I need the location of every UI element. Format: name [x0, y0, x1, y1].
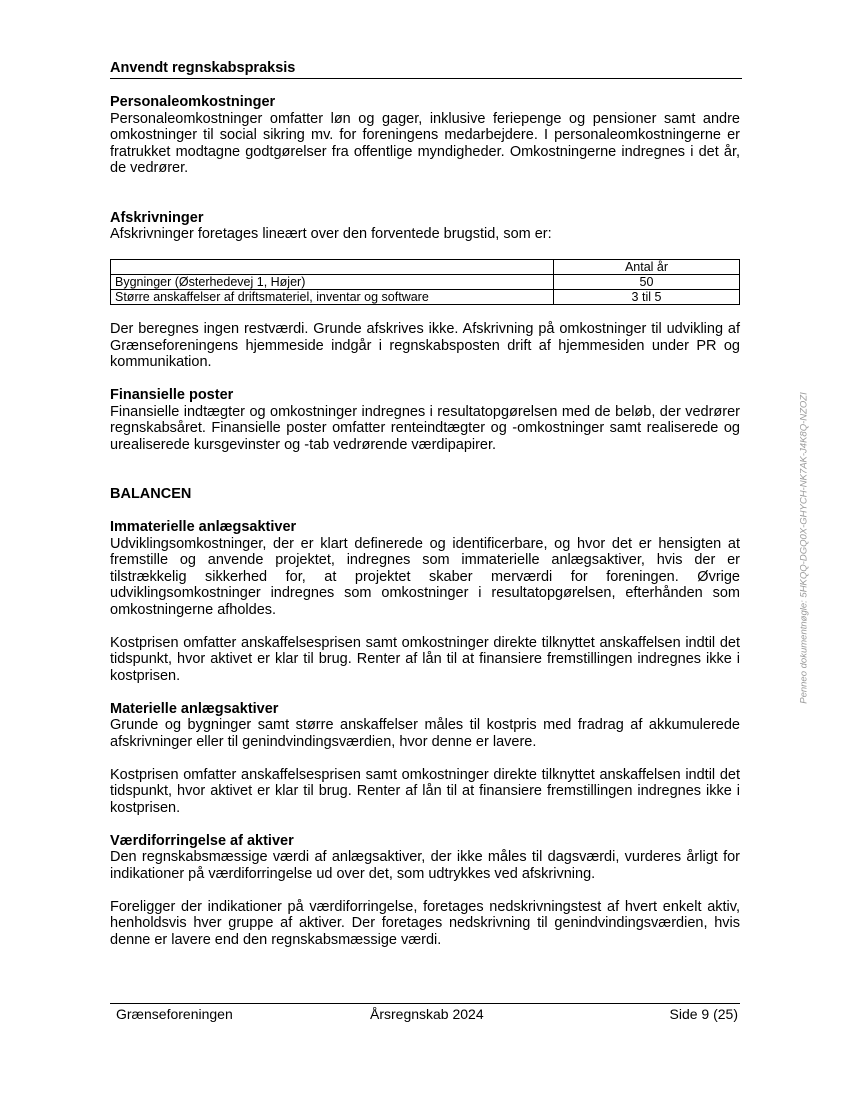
paragraph-materielle-1: Grunde og bygninger samt større anskaffelser måles til kostpris med fradrag af akkumulerede afskrivninger eller til genindvindingsværdien, hvor denne er lavere. — [110, 717, 740, 750]
paragraph-finansielle-poster: Finansielle indtægter og omkostninger indregnes i resultatopgørelsen med de beløb, der vedrører regnskabsåret. Finansielle poster omfatter renteindtægter og -omkostninger samt realiserede og urealiserede kursgevinster og -tab vedrørende værdipapirer. — [110, 403, 740, 453]
section-heading-personaleomkostninger: Personaleomkostninger — [110, 94, 276, 110]
paragraph-afskrivninger-after: Der beregnes ingen restværdi. Grunde afskrives ikke. Afskrivning på omkostninger til udvikling af Grænseforeningens hjemmeside indgår i regnskabsposten drift af hjemmesiden under PR og kommunikation. — [110, 321, 740, 370]
footer-divider — [110, 1003, 740, 1004]
section-heading-finansielle-poster: Finansielle poster — [110, 387, 234, 403]
page-header: Anvendt regnskabspraksis — [110, 60, 742, 79]
table-cell-label: Større anskaffelser af driftsmateriel, inventar og software — [111, 289, 554, 304]
table-cell-value: 3 til 5 — [554, 289, 740, 304]
paragraph-vaerdiforringelse-2: Foreligger der indikationer på værdiforringelse, foretages nedskrivningstest af hvert enkelt aktiv, henholdsvis hver gruppe af aktiver. Der foretages nedskrivning til genindvindingsværdien, hvis denne er lavere end den regnskabsmæssige værdi. — [110, 898, 740, 948]
footer-organization: Grænseforeningen — [116, 1006, 233, 1022]
footer-report-title: Årsregnskab 2024 — [370, 1006, 484, 1022]
paragraph-personaleomkostninger: Personaleomkostninger omfatter løn og gager, inklusive feriepenge og pensioner samt andre omkostninger til social sikring mv. for foreningens medarbejdere. I personaleomkostningerne er fratrukket modtagne godtgørelser fra offentlige myndigheder. Omkostningerne indregnes i det år, de vedrører. — [110, 110, 740, 176]
document-body — [110, 94, 740, 948]
table-cell-label: Bygninger (Østerhedevej 1, Højer) — [111, 274, 554, 289]
table-header-empty-cell — [111, 259, 554, 274]
paragraph-immaterielle-2: Kostprisen omfatter anskaffelsesprisen samt omkostninger direkte tilknyttet anskaffelsen indtil det tidspunkt, hvor aktivet er klar til brug. Renter af lån til at finansiere fremstillingen indregnes ikke i kostprisen. — [110, 634, 740, 684]
paragraph-vaerdiforringelse-1: Den regnskabsmæssige værdi af anlægsaktiver, der ikke måles til dagsværdi, vurderes årligt for indikationer på værdiforringelse ud over det, som udtrykkes ved afskrivning. — [110, 849, 740, 882]
penneo-watermark: Penneo dokumentnøgle: 5HKQQ-DGQ0X-GHYCH-NK7AK-J4K8Q-NZOZI — [798, 392, 810, 704]
section-heading-immaterielle: Immaterielle anlægsaktiver — [110, 519, 297, 535]
table-cell-value: 50 — [554, 274, 740, 289]
table-header-antal-aar: Antal år — [554, 259, 740, 274]
section-heading-vaerdiforringelse: Værdiforringelse af aktiver — [110, 832, 294, 849]
paragraph-materielle-2: Kostprisen omfatter anskaffelsesprisen samt omkostninger direkte tilknyttet anskaffelsen indtil det tidspunkt, hvor aktivet er klar til brug. Renter af lån til at finansiere fremstillingen indregnes ikke i kostprisen. — [110, 766, 740, 816]
table-row — [111, 274, 740, 289]
table-header-row — [111, 259, 740, 274]
depreciation-table — [110, 259, 740, 305]
section-heading-balancen: BALANCEN — [110, 486, 192, 502]
footer-page-number: Side 9 (25) — [669, 1006, 738, 1022]
paragraph-afskrivninger-intro: Afskrivninger foretages lineært over den forventede brugstid, som er: — [110, 226, 552, 242]
section-heading-materielle: Materielle anlægsaktiver — [110, 700, 279, 717]
section-heading-afskrivninger: Afskrivninger — [110, 209, 204, 226]
table-row — [111, 289, 740, 304]
paragraph-immaterielle-1: Udviklingsomkostninger, der er klart definerede og identificerbare, og hvor det er hensigten at fremstille og anvende projektet, indregnes som immaterielle anlægsaktiver, hvis der er tilstrækkelig sikkerhed for, at projektet skaber merværdi for foreningen. Øvrige udviklingsomkostninger indregnes som omkostninger i resultatopgørelsen, efterhånden som omkostningerne afholdes. — [110, 535, 740, 618]
